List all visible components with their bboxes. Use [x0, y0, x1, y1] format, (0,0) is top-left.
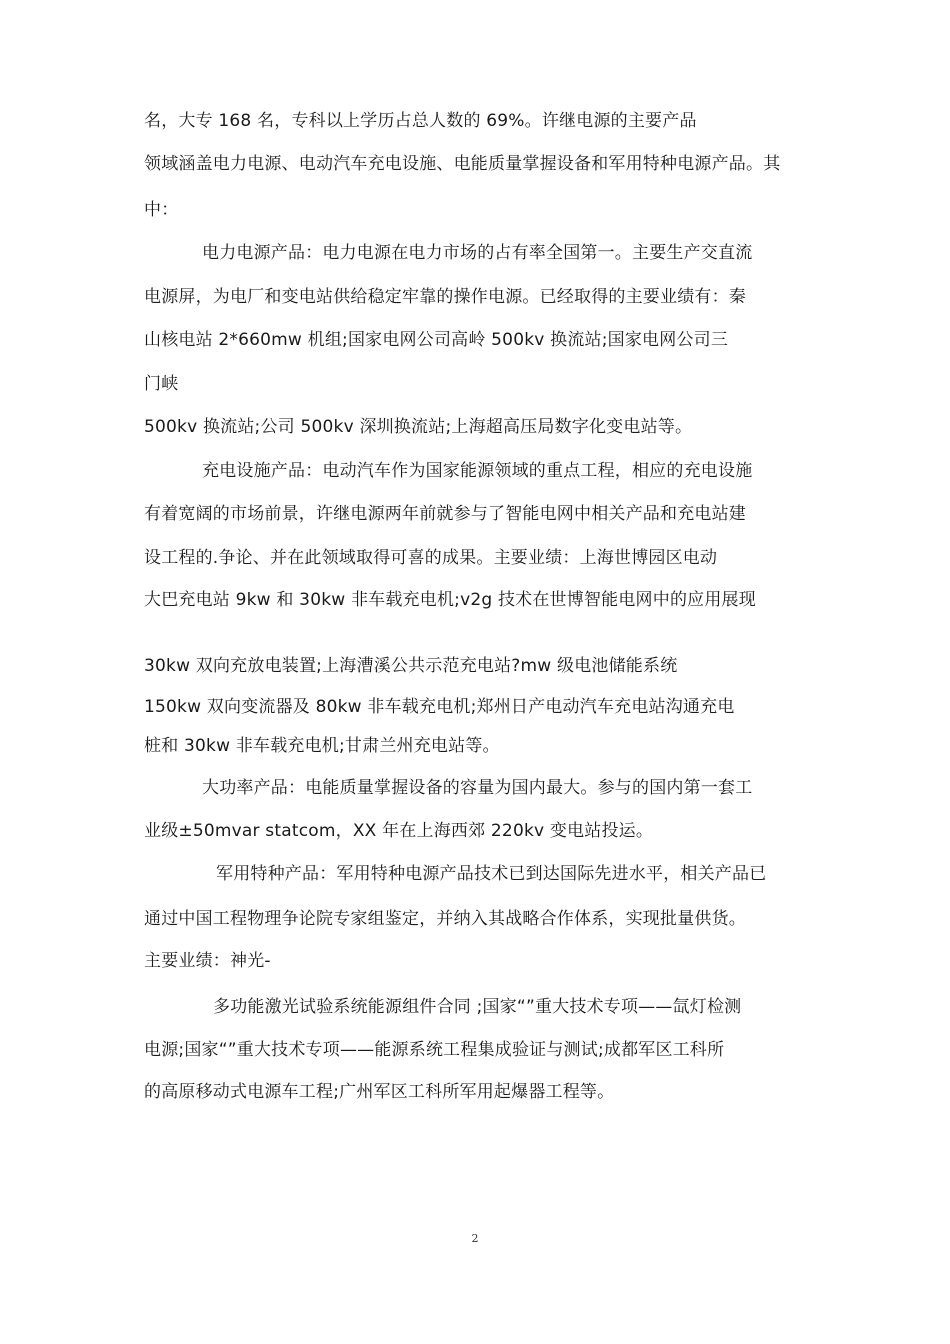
text-line-7: 门峡: [144, 374, 179, 394]
text-line-15: 桩和 30kw 非车载充电机;甘肃兰州充电站等。: [144, 736, 500, 756]
text-line-23: 的高原移动式电源车工程;广州军区工科所军用起爆器工程等。: [144, 1082, 615, 1102]
text-line-19: 通过中国工程物理争论院专家组鉴定，并纳入其战略合作体系，实现批量供货。: [144, 909, 746, 929]
text-line-14: 150kw 双向变流器及 80kw 非车载充电机;郑州日产电动汽车充电站沟通充电: [144, 697, 735, 717]
text-line-20: 主要业绩：神光-: [144, 951, 271, 971]
text-line-10: 有着宽阔的市场前景，许继电源两年前就参与了智能电网中相关产品和充电站建: [144, 504, 746, 524]
text-line-18: 军用特种产品：军用特种电源产品技术已到达国际先进水平，相关产品已: [216, 864, 767, 884]
text-line-1: 名，大专 168 名，专科以上学历占总人数的 69%。许继电源的主要产品: [144, 111, 697, 131]
text-line-4: 电力电源产品：电力电源在电力市场的占有率全国第一。主要生产交直流: [202, 243, 753, 263]
text-line-21: 多功能激光试验系统能源组件合同 ;国家“”重大技术专项——氙灯检测: [213, 997, 742, 1017]
text-line-9: 充电设施产品：电动汽车作为国家能源领域的重点工程，相应的充电设施: [202, 461, 753, 481]
text-line-16: 大功率产品：电能质量掌握设备的容量为国内最大。参与的国内第一套工: [202, 778, 753, 798]
text-line-8: 500kv 换流站;公司 500kv 深圳换流站;上海超高压局数字化变电站等。: [144, 417, 693, 437]
text-line-6: 山核电站 2*660mw 机组;国家电网公司高岭 500kv 换流站;国家电网公司三: [144, 330, 729, 350]
text-line-3: 中：: [144, 200, 179, 220]
text-line-13: 30kw 双向充放电装置;上海漕溪公共示范充电站?mw 级电池储能系统: [144, 656, 678, 676]
text-line-17: 业级±50mvar statcom，XX 年在上海西郊 220kv 变电站投运。: [144, 821, 654, 841]
page-number: 2: [471, 1232, 479, 1245]
text-line-22: 电源;国家“”重大技术专项——能源系统工程集成验证与测试;成都军区工科所: [144, 1040, 725, 1060]
text-line-5: 电源屏，为电厂和变电站供给稳定牢靠的操作电源。已经取得的主要业绩有：秦: [144, 287, 746, 307]
text-line-12: 大巴充电站 9kw 和 30kw 非车载充电机;v2g 技术在世博智能电网中的应用展现: [144, 590, 756, 610]
text-line-2: 领域涵盖电力电源、电动汽车充电设施、电能质量掌握设备和军用特种电源产品。其: [144, 154, 781, 174]
text-line-11: 设工程的.争论、并在此领域取得可喜的成果。主要业绩：上海世博园区电动: [144, 548, 718, 568]
